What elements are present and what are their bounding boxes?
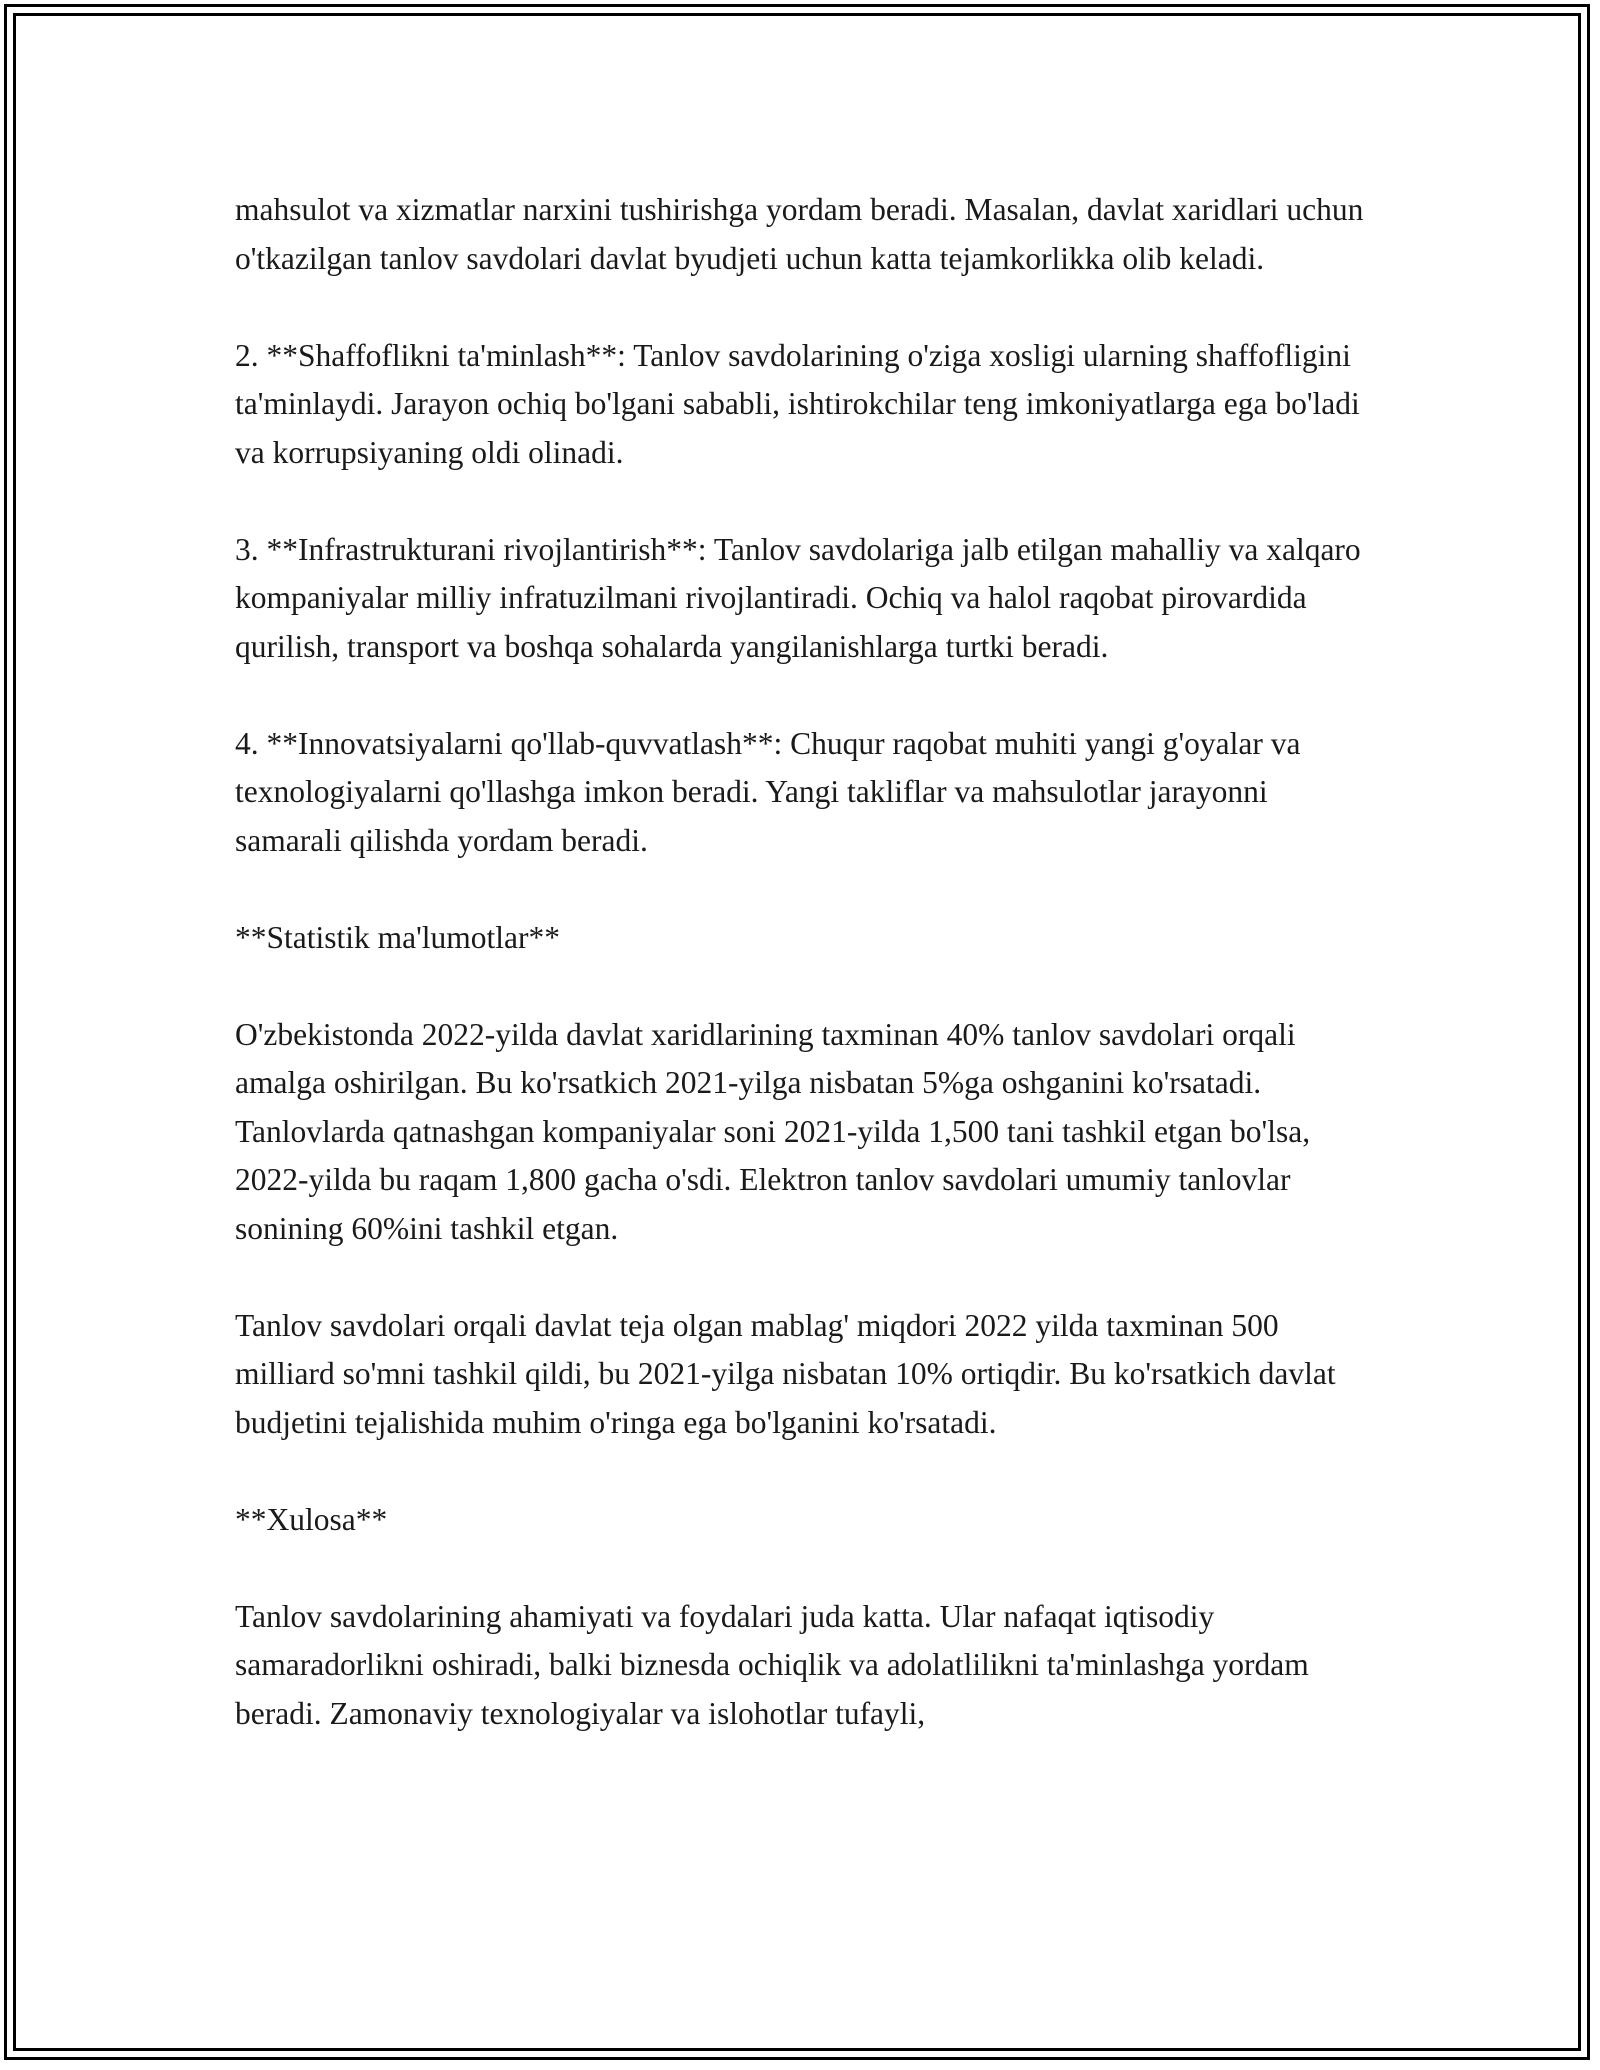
heading-statistics: **Statistik ma'lumotlar**: [235, 919, 561, 955]
paragraph-innovation: 4. **Innovatsiyalarni qo'llab-quvvatlash**: Chuqur raqobat muhiti yangi g'oyalar va texnologiyalarni qo'llashga imkon beradi. Yangi takliflar va mahsulotlar jarayonni samarali qilishda yordam beradi.: [235, 725, 1301, 858]
paragraph-price-reduction: mahsulot va xizmatlar narxini tushirishga yordam beradi. Masalan, davlat xaridlari uchun o'tkazilgan tanlov savdolari davlat byudjeti uchun katta tejamkorlikka olib keladi.: [235, 192, 1364, 276]
paragraph-conclusion: Tanlov savdolarining ahamiyati va foydalari juda katta. Ular nafaqat iqtisodiy samaradorlikni oshiradi, balki biznesda ochiqlik va adolatlilikni ta'minlashga yordam beradi. Zamonaviy texnologiyalar va islohotlar tufayli,: [235, 1598, 1309, 1731]
heading-conclusion: **Xulosa**: [235, 1501, 388, 1537]
paragraph-statistics-procurement: O'zbekistonda 2022-yilda davlat xaridlarining taxminan 40% tanlov savdolari orqali amalga oshirilgan. Bu ko'rsatkich 2021-yilga nisbatan 5%ga oshganini ko'rsatadi. Tanlovlarda qatnashgan kompaniyalar soni 2021-yilda 1,500 tani tashkil etgan bo'lsa, 2022-yilda bu raqam 1,800 gacha o'sdi. Elektron tanlov savdolari umumiy tanlovlar sonining 60%ini tashkil etgan.: [235, 1016, 1311, 1246]
paragraph-infrastructure: 3. **Infrastrukturani rivojlantirish**: Tanlov savdolariga jalb etilgan mahalliy va xalqaro kompaniyalar milliy infratuzilmani rivojlantiradi. Ochiq va halol raqobat pirovardida qurilish, transport va boshqa sohalarda yangilanishlarga turtki beradi.: [235, 531, 1361, 664]
paragraph-statistics-savings: Tanlov savdolari orqali davlat teja olgan mablag' miqdori 2022 yilda taxminan 500 milliard so'mni tashkil qildi, bu 2021-yilga nisbatan 10% ortiqdir. Bu ko'rsatkich davlat budjetini tejalishida muhim o'ringa ega bo'lganini ko'rsatadi.: [235, 1307, 1336, 1440]
paragraph-transparency: 2. **Shaffoflikni ta'minlash**: Tanlov savdolarining o'ziga xosligi ularning shaffofligini ta'minlaydi. Jarayon ochiq bo'lgani sababli, ishtirokchilar teng imkoniyatlarga ega bo'ladi va korrupsiyaning oldi olinadi.: [235, 337, 1360, 470]
document-body: [235, 186, 1375, 1738]
